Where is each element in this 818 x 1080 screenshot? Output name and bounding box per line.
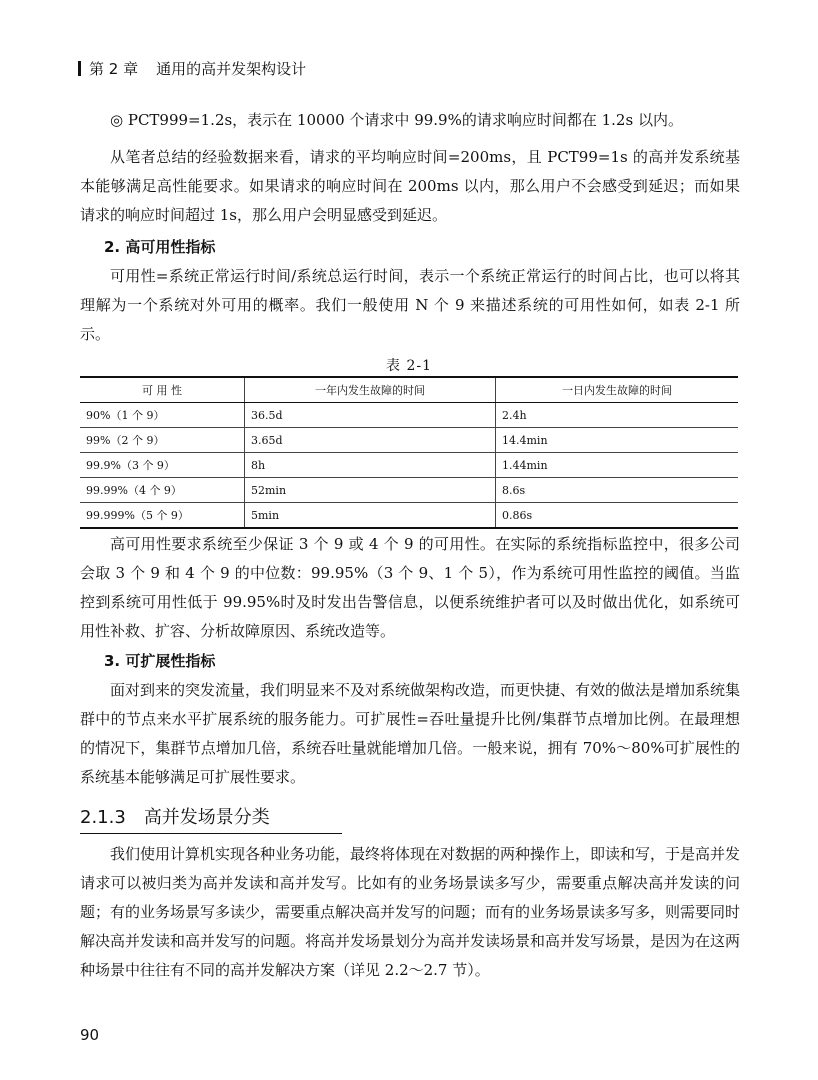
table-cell: 52min [245, 478, 496, 503]
table-header-row [80, 377, 738, 403]
header-bar [78, 61, 81, 76]
section-number: 2.1.3 [80, 807, 126, 828]
paragraph-scenarios: 我们使用计算机实现各种业务功能，最终将体现在对数据的两种操作上，即读和写，于是高并发请求可以被归类为高并发读和高并发写。比如有的业务场景读多写少，需要重点解决高并发读的问题；有的业务场景写多读少，需要重点解决高并发写的问题；而有的业务场景读多写多，则需要同时解决高并发读和高并发写的问题。将高并发场景划分为高并发读场景和高并发写场景，是因为在这两种场景中往往有不同的高并发解决方案（详见 2.2～2.7 节）。 [80, 845, 741, 979]
table-row [80, 503, 738, 529]
paragraph-scalability: 面对到来的突发流量，我们明显来不及对系统做架构改造，而更快捷、有效的做法是增加系统集群中的节点来水平扩展系统的服务能力。可扩展性=吞吐量提升比例/集群节点增加比例。在最理想的情况下，集群节点增加几倍，系统吞吐量就能增加几倍。一般来说，拥有 70%～80%可扩展性的系统基本能够满足可扩展性要求。 [80, 681, 741, 786]
availability-table [80, 376, 738, 529]
table-caption: 表 2-1 [386, 358, 432, 374]
section-heading [80, 803, 342, 834]
page-number: 90 [80, 1026, 100, 1044]
subheading-availability: 2. 高可用性指标 [104, 238, 216, 256]
subheading-scalability: 3. 可扩展性指标 [104, 652, 216, 670]
table-cell: 99.9%（3 个 9） [80, 453, 245, 478]
table-row [80, 453, 738, 478]
paragraph-ha-requirement: 高可用性要求系统至少保证 3 个 9 或 4 个 9 的可用性。在实际的系统指标监控中，很多公司会取 3 个 9 和 4 个 9 的中位数：99.95%（3 个 9、1 个 5），作为系统可用性监控的阈值。当监控到系统可用性低于 99.95%时及时发出告警信息，以便系统维护者可以及时做出优化，如系统可用性补救、扩容、分析故障原因、系统改造等。 [80, 535, 740, 640]
table-cell: 99.999%（5 个 9） [80, 503, 245, 529]
table-cell: 0.86s [496, 503, 739, 529]
table-cell: 2.4h [496, 403, 739, 428]
table-cell: 3.65d [245, 428, 496, 453]
bullet-pct999: ◎ PCT999=1.2s，表示在 10000 个请求中 99.9%的请求响应时间都在 1.2s 以内。 [110, 111, 683, 129]
table-cell: 8h [245, 453, 496, 478]
section-title: 高并发场景分类 [143, 807, 270, 828]
chapter-title: 通用的高并发架构设计 [156, 60, 307, 78]
table-row [80, 478, 738, 503]
running-header [78, 58, 306, 79]
table-cell: 99%（2 个 9） [80, 428, 245, 453]
table-cell: 90%（1 个 9） [80, 403, 245, 428]
table-header-yearly-downtime: 一年内发生故障的时间 [245, 377, 496, 403]
table-header-daily-downtime: 一日内发生故障的时间 [496, 377, 739, 403]
table-cell: 1.44min [496, 453, 739, 478]
table-cell: 14.4min [496, 428, 739, 453]
table-header-availability: 可 用 性 [80, 377, 245, 403]
table-cell: 5min [245, 503, 496, 529]
table-cell: 8.6s [496, 478, 739, 503]
paragraph-availability: 可用性=系统正常运行时间/系统总运行时间，表示一个系统正常运行的时间占比，也可以将其理解为一个系统对外可用的概率。我们一般使用 N 个 9 来描述系统的可用性如何，如表 2-1 所示。 [80, 267, 740, 343]
table-cell: 99.99%（4 个 9） [80, 478, 245, 503]
paragraph-experience: 从笔者总结的经验数据来看，请求的平均响应时间=200ms，且 PCT99=1s 的高并发系统基本能够满足高性能要求。如果请求的响应时间在 200ms 以内，那么用户不会感受到延迟；而如果请求的响应时间超过 1s，那么用户会明显感受到延迟。 [80, 148, 740, 224]
table-row [80, 403, 738, 428]
chapter-label: 第 2 章 [89, 60, 139, 78]
table-cell: 36.5d [245, 403, 496, 428]
table-row [80, 428, 738, 453]
